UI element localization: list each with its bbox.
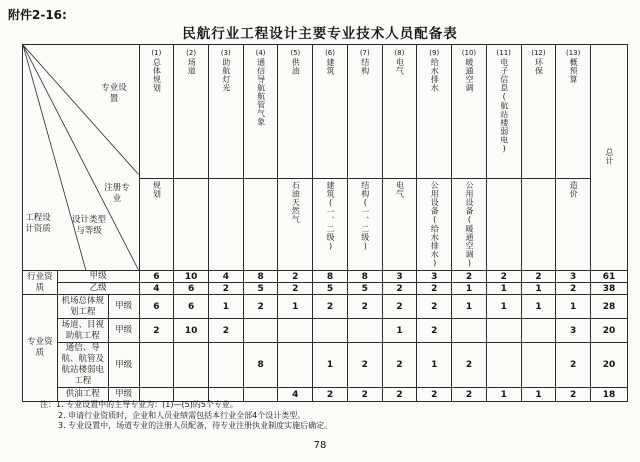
column-header — [243, 45, 278, 179]
total-header — [591, 45, 628, 271]
value-cell — [521, 319, 556, 343]
column-name: 通信导航航管气象 — [256, 58, 266, 126]
value-cell — [243, 319, 278, 343]
value-cell — [313, 319, 348, 343]
value-cell: 2 — [208, 319, 243, 343]
value-cell: 10 — [174, 319, 209, 343]
column-name: 建筑 — [326, 58, 336, 75]
design-type-label: 机场总体规划工程 — [57, 295, 108, 319]
value-cell: 1 — [452, 295, 487, 319]
value-cell: 2 — [452, 388, 487, 402]
column-header — [452, 45, 487, 179]
registered-cell — [278, 179, 313, 271]
value-cell: 1 — [417, 343, 452, 388]
total-cell: 38 — [591, 283, 628, 295]
major-qualification-label: 专业资质 — [23, 295, 58, 402]
registered-cell — [382, 179, 417, 271]
value-cell: 2 — [417, 319, 452, 343]
value-cell: 1 — [382, 319, 417, 343]
column-number: (12) — [531, 49, 546, 57]
column-header — [521, 45, 556, 179]
value-cell: 2 — [417, 283, 452, 295]
column-header — [313, 45, 348, 179]
value-cell: 2 — [278, 271, 313, 283]
registered-text: 规划 — [152, 181, 162, 198]
value-cell: 4 — [278, 388, 313, 402]
table-row — [23, 319, 628, 343]
value-cell: 2 — [382, 343, 417, 388]
column-number: (11) — [496, 49, 511, 57]
value-cell — [347, 319, 382, 343]
total-label: 总计 — [605, 147, 615, 165]
value-cell — [278, 319, 313, 343]
value-cell: 1 — [486, 388, 521, 402]
grade-label: 甲级 — [108, 343, 139, 388]
registered-cell — [313, 179, 348, 271]
registered-cell — [174, 179, 209, 271]
column-name: 结构 — [360, 58, 370, 75]
value-cell: 1 — [208, 295, 243, 319]
value-cell: 4 — [208, 271, 243, 283]
grade-label: 乙级 — [57, 283, 139, 295]
registered-text: 石油天然气 — [291, 181, 301, 224]
column-number: (10) — [461, 49, 477, 57]
value-cell: 2 — [556, 283, 591, 295]
registered-cell — [486, 179, 521, 271]
value-cell: 2 — [313, 295, 348, 319]
value-cell: 3 — [382, 271, 417, 283]
table-row — [23, 283, 628, 295]
value-cell: 2 — [417, 388, 452, 402]
value-cell: 6 — [174, 295, 209, 319]
column-header — [417, 45, 452, 179]
registered-text: 结构(一、二级) — [360, 181, 370, 251]
design-type-grade-label: 设计类型与等级 — [71, 215, 106, 236]
attachment-label: 附件2-16: — [8, 8, 67, 22]
value-cell: 1 — [521, 283, 556, 295]
value-cell: 2 — [521, 271, 556, 283]
column-header — [208, 45, 243, 179]
note-line: 2. 申请行业资质时，企业和人员业绩需包括本行业全部4个设计类型。 — [58, 410, 306, 420]
value-cell: 2 — [452, 343, 487, 388]
grade-label: 甲级 — [57, 271, 139, 283]
total-cell: 18 — [591, 388, 628, 402]
total-cell: 61 — [591, 271, 628, 283]
value-cell: 2 — [243, 295, 278, 319]
value-cell: 8 — [313, 271, 348, 283]
column-name: 电子信息(航站楼弱电) — [499, 58, 509, 154]
table-row — [23, 271, 628, 283]
column-name: 电气 — [395, 58, 405, 75]
value-cell: 2 — [139, 319, 174, 343]
total-cell: 20 — [591, 343, 628, 388]
value-cell — [174, 343, 209, 388]
registered-cell — [208, 179, 243, 271]
column-header — [382, 45, 417, 179]
value-cell: 10 — [174, 271, 209, 283]
registered-cell — [347, 179, 382, 271]
notes — [40, 400, 332, 432]
header-diagonal-cell — [23, 45, 140, 271]
column-name: 助航灯光 — [221, 58, 231, 92]
column-header — [486, 45, 521, 179]
column-name: 给水排水 — [430, 58, 440, 92]
grade-label: 甲级 — [108, 388, 139, 402]
registered-cell — [139, 179, 174, 271]
value-cell: 1 — [486, 283, 521, 295]
page-number: 78 — [313, 440, 327, 451]
note-line: 注：1. 专业设置中的主导专业为：(1)—(5)的5个专业。 — [40, 400, 238, 409]
column-header — [278, 45, 313, 179]
design-type-label: 通信、导航、航管及航站楼弱电工程 — [57, 343, 108, 388]
value-cell: 5 — [347, 283, 382, 295]
value-cell: 1 — [556, 295, 591, 319]
registered-cell — [556, 179, 591, 271]
value-cell: 2 — [556, 343, 591, 388]
value-cell: 1 — [521, 295, 556, 319]
value-cell — [452, 319, 487, 343]
value-cell: 1 — [486, 295, 521, 319]
note-line: 3. 专业设置中，场道专业的注册人员配备，待专业注册执业制度实施后确定。 — [58, 421, 333, 430]
value-cell — [486, 319, 521, 343]
value-cell: 2 — [278, 283, 313, 295]
design-qualification-label: 工程设计资质 — [25, 213, 51, 234]
column-number: (6) — [325, 49, 335, 57]
value-cell: 1 — [521, 388, 556, 402]
column-number: (2) — [186, 49, 197, 57]
value-cell: 8 — [347, 271, 382, 283]
value-cell: 1 — [313, 343, 348, 388]
value-cell — [208, 343, 243, 388]
column-number: (5) — [290, 49, 301, 57]
registered-text: 公用设备(给水排水) — [430, 181, 440, 268]
value-cell: 6 — [139, 271, 174, 283]
value-cell: 5 — [243, 283, 278, 295]
column-number: (1) — [151, 49, 162, 57]
value-cell — [278, 343, 313, 388]
value-cell: 2 — [382, 388, 417, 402]
value-cell: 3 — [556, 319, 591, 343]
design-type-label: 供油工程 — [57, 388, 108, 402]
major-setting-label: 专业设置 — [101, 83, 127, 104]
registered-text: 公用设备(暖通空调) — [464, 181, 474, 268]
registered-cell — [417, 179, 452, 271]
page-title: 民航行业工程设计主要专业技术人员配备表 — [182, 26, 458, 42]
column-number: (7) — [359, 49, 370, 57]
column-header — [556, 45, 591, 179]
column-name: 概预算 — [569, 58, 579, 84]
column-name: 场道 — [187, 58, 197, 75]
column-header — [347, 45, 382, 179]
column-name: 暖通空调 — [464, 58, 474, 92]
value-cell: 2 — [382, 283, 417, 295]
column-number: (8) — [394, 49, 405, 57]
value-cell: 2 — [382, 295, 417, 319]
value-cell: 8 — [243, 271, 278, 283]
registered-major-label: 注册专业 — [104, 183, 130, 204]
registered-text: 建筑(一、二级) — [326, 181, 336, 251]
grade-label: 甲级 — [108, 319, 139, 343]
column-name: 环保 — [534, 58, 544, 75]
registered-cell — [521, 179, 556, 271]
registered-cell — [452, 179, 487, 271]
column-header — [174, 45, 209, 179]
registered-text: 造价 — [569, 181, 579, 198]
value-cell: 2 — [313, 388, 348, 402]
value-cell — [521, 343, 556, 388]
value-cell: 4 — [139, 283, 174, 295]
value-cell: 2 — [417, 295, 452, 319]
value-cell: 6 — [174, 283, 209, 295]
staffing-table — [22, 44, 628, 402]
value-cell: 2 — [208, 283, 243, 295]
value-cell — [139, 343, 174, 388]
design-type-label: 场道、目视助航工程 — [57, 319, 108, 343]
value-cell — [486, 343, 521, 388]
registered-text: 电气 — [395, 181, 405, 198]
value-cell: 5 — [313, 283, 348, 295]
column-number: (13) — [565, 49, 581, 57]
value-cell: 2 — [347, 343, 382, 388]
industry-qualification-label: 行业资质 — [23, 271, 58, 295]
total-cell: 28 — [591, 295, 628, 319]
table-row — [23, 295, 628, 319]
value-cell: 8 — [243, 343, 278, 388]
column-number: (4) — [255, 49, 266, 57]
value-cell: 6 — [139, 295, 174, 319]
column-number: (3) — [220, 49, 231, 57]
column-header — [139, 45, 174, 179]
total-cell: 20 — [591, 319, 628, 343]
value-cell: 2 — [452, 271, 487, 283]
column-number: (9) — [429, 49, 440, 57]
value-cell: 3 — [556, 271, 591, 283]
value-cell: 2 — [347, 295, 382, 319]
value-cell: 1 — [452, 283, 487, 295]
value-cell: 2 — [486, 271, 521, 283]
value-cell: 1 — [278, 295, 313, 319]
column-name: 供油 — [291, 58, 301, 75]
value-cell: 2 — [556, 388, 591, 402]
column-name: 总体规划 — [152, 58, 162, 92]
table-row — [23, 343, 628, 388]
value-cell: 2 — [347, 388, 382, 402]
value-cell: 3 — [417, 271, 452, 283]
registered-cell — [243, 179, 278, 271]
grade-label: 甲级 — [108, 295, 139, 319]
